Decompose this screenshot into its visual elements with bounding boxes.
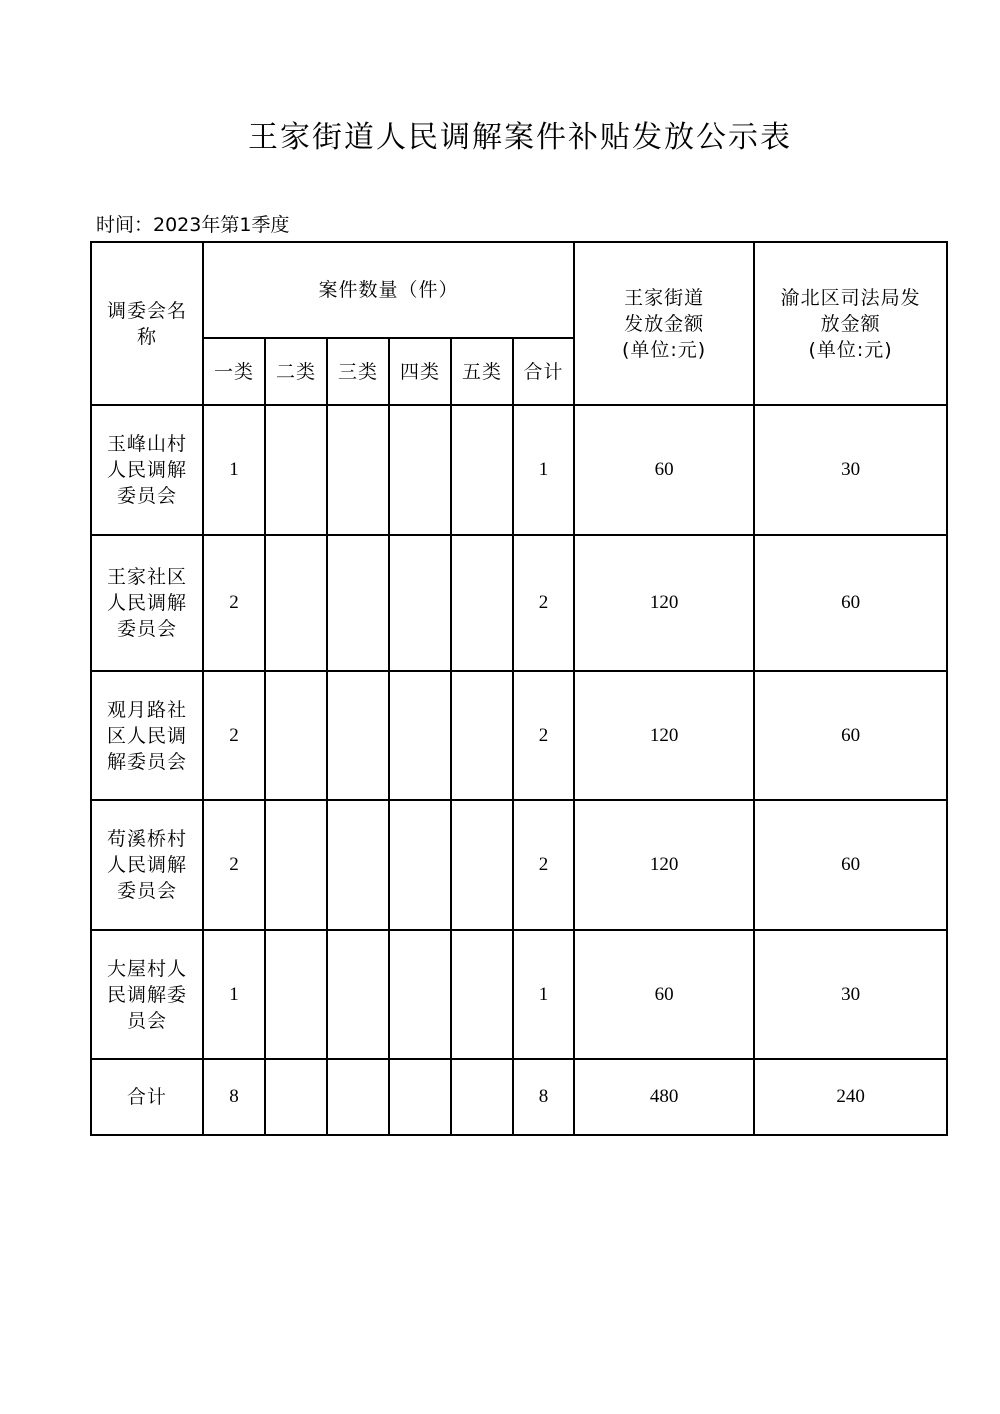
category-3-count [327,535,389,671]
bureau-amount-value: 60 [754,800,947,930]
header-category-4: 四类 [389,338,451,405]
time-label: 时间：2023年第1季度 [96,214,290,236]
category-1-count: 1 [203,405,265,535]
category-1-count: 1 [203,930,265,1059]
summary-category-3 [327,1059,389,1135]
category-5-count [451,671,513,800]
category-3-count [327,671,389,800]
bureau-amount-value: 30 [754,930,947,1059]
street-amount-value: 120 [574,535,754,671]
header-category-5: 五类 [451,338,513,405]
header-street-amount: 王家街道发放金额 (单位:元) [574,242,754,405]
category-2-count [265,405,327,535]
category-1-count: 2 [203,535,265,671]
table-row [91,535,947,671]
header-bureau-unit: (单位:元) [808,338,893,361]
committee-name: 王家社区人民调解委员会 [91,535,203,671]
category-4-count [389,930,451,1059]
bureau-amount-value: 60 [754,535,947,671]
street-amount-value: 60 [574,930,754,1059]
category-3-count [327,800,389,930]
category-4-count [389,535,451,671]
category-2-count [265,535,327,671]
header-street-unit: (单位:元) [621,338,707,361]
category-4-count [389,671,451,800]
summary-total-count: 8 [513,1059,574,1135]
category-3-count [327,405,389,535]
category-2-count [265,800,327,930]
category-5-count [451,930,513,1059]
summary-category-5 [451,1059,513,1135]
row-total-count: 2 [513,671,574,800]
header-category-1: 一类 [203,338,265,405]
committee-name: 苟溪桥村人民调解委员会 [91,800,203,930]
committee-name: 大屋村人民调解委员会 [91,930,203,1059]
header-category-3: 三类 [327,338,389,405]
bureau-amount-value: 60 [754,671,947,800]
row-total-count: 1 [513,405,574,535]
category-5-count [451,800,513,930]
category-4-count [389,800,451,930]
category-1-count: 2 [203,800,265,930]
summary-row [91,1059,947,1135]
street-amount-value: 120 [574,671,754,800]
summary-bureau-amount: 240 [754,1059,947,1135]
header-committee-name: 调委会名称 [91,242,203,405]
category-5-count [451,405,513,535]
row-total-count: 1 [513,930,574,1059]
bureau-amount-value: 30 [754,405,947,535]
street-amount-value: 60 [574,405,754,535]
category-5-count [451,535,513,671]
category-2-count [265,671,327,800]
summary-category-1: 8 [203,1059,265,1135]
summary-category-4 [389,1059,451,1135]
row-total-count: 2 [513,535,574,671]
category-4-count [389,405,451,535]
committee-name: 玉峰山村人民调解委员会 [91,405,203,535]
table-row [91,800,947,930]
header-bureau-amount: 渝北区司法局发放金额 (单位:元) [754,242,947,405]
table-row [91,671,947,800]
category-2-count [265,930,327,1059]
street-amount-value: 120 [574,800,754,930]
summary-street-amount: 480 [574,1059,754,1135]
subsidy-table [90,241,948,1136]
header-category-total: 合计 [513,338,574,405]
page-title: 王家街道人民调解案件补贴发放公示表 [248,120,792,155]
category-1-count: 2 [203,671,265,800]
table-row [91,405,947,535]
header-category-2: 二类 [265,338,327,405]
committee-name: 观月路社区人民调解委员会 [91,671,203,800]
header-case-count: 案件数量（件） [203,242,574,338]
summary-category-2 [265,1059,327,1135]
summary-label: 合计 [91,1059,203,1135]
category-3-count [327,930,389,1059]
table-row [91,930,947,1059]
row-total-count: 2 [513,800,574,930]
